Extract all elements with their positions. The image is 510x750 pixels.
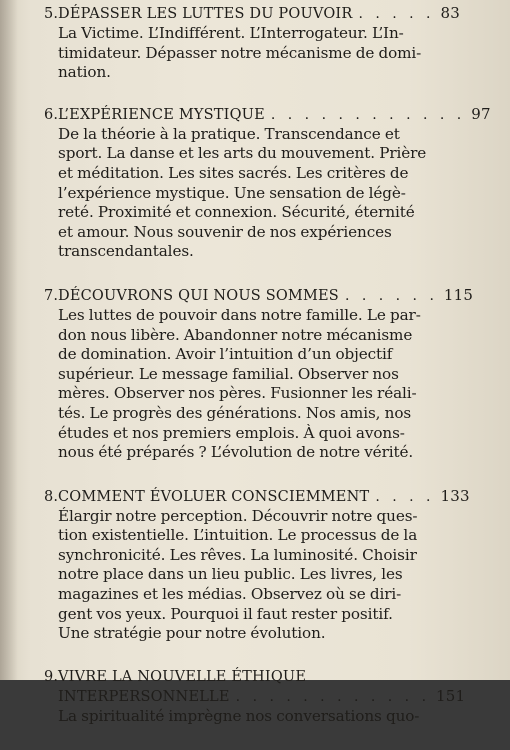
toc-entry-6 xyxy=(44,104,491,262)
summary-line: synchronicité. Les rêves. La luminosité. Choisir xyxy=(58,545,417,564)
chapter-summary xyxy=(58,24,444,83)
summary-line: transcendantales. xyxy=(58,242,194,261)
summary-line: sport. La danse et les arts du mouvement. Prière xyxy=(58,144,427,163)
chapter-title: L’EXPÉRIENCE MYSTIQUE xyxy=(58,106,265,123)
leader-dots: . . . . . . . . . . . . xyxy=(270,106,466,123)
leader-dots: . . . . . . xyxy=(344,287,438,304)
summary-line: tés. Le progrès des générations. Nos amis, nos xyxy=(58,403,412,422)
page-number: 115 xyxy=(443,285,474,304)
toc-entry-heading xyxy=(44,668,444,687)
chapter-summary xyxy=(58,507,444,644)
toc-entry-5 xyxy=(44,4,461,83)
toc-entry-8 xyxy=(44,486,470,644)
leader-dots: . . . . . . . . . . . . xyxy=(235,688,431,705)
summary-line: timidateur. Dépasser notre mécanisme de domi- xyxy=(58,43,422,62)
summary-line: Une stratégie pour notre évolution. xyxy=(58,624,326,643)
summary-line: supérieur. Le message familial. Observer nos xyxy=(58,364,399,383)
page-number: 133 xyxy=(440,486,470,505)
chapter-number: 8. xyxy=(44,488,59,505)
chapter-title: COMMENT ÉVOLUER CONSCIEMMENT xyxy=(58,488,370,505)
summary-line: de domination. Avoir l’intuition d’un objectif xyxy=(58,345,393,364)
summary-line: gent vos yeux. Pourquoi il faut rester positif. xyxy=(58,604,393,623)
toc-entry-heading xyxy=(44,486,470,507)
summary-line: magazines et les médias. Observez où se diri- xyxy=(58,585,402,604)
summary-line: De la théorie à la pratique. Transcendance et xyxy=(58,124,400,143)
toc-entry-heading xyxy=(44,104,491,125)
chapter-summary xyxy=(58,125,444,262)
table-of-contents xyxy=(44,4,491,750)
summary-line: études et nos premiers emplois. À quoi avons- xyxy=(58,423,405,442)
summary-line: nation. xyxy=(58,63,111,82)
toc-entry-9 xyxy=(44,668,466,727)
summary-line: Élargir notre perception. Découvrir notre ques- xyxy=(58,506,418,525)
page-number: 97 xyxy=(471,104,491,123)
chapter-summary xyxy=(58,707,444,727)
summary-line: et amour. Nous souvenir de nos expériences xyxy=(58,222,392,241)
summary-line: tion existentielle. L’intuition. Le processus de la xyxy=(58,526,418,545)
page-number: 83 xyxy=(440,4,461,22)
chapter-number: 5. xyxy=(44,6,59,22)
toc-entry-heading xyxy=(44,285,474,306)
chapter-title: DÉCOUVRONS QUI NOUS SOMMES xyxy=(58,287,339,304)
chapter-title: DÉPASSER LES LUTTES DU POUVOIR xyxy=(58,6,353,22)
leader-dots: . . . . . xyxy=(358,6,435,22)
summary-line: notre place dans un lieu public. Les livres, les xyxy=(58,565,403,584)
summary-line: l’expérience mystique. Une sensation de légè- xyxy=(58,183,406,202)
summary-line: Les luttes de pouvoir dans notre famille. Le par- xyxy=(58,305,421,324)
chapter-title-line2: INTERPERSONNELLE xyxy=(58,688,230,705)
chapter-title: VIVRE LA NOUVELLE ÉTHIQUE xyxy=(58,668,307,685)
toc-entry-heading-continued xyxy=(58,686,466,707)
toc-entry-heading xyxy=(44,4,461,24)
chapter-summary xyxy=(58,306,444,463)
summary-line: nous été préparés ? L’évolution de notre vérité. xyxy=(58,443,414,462)
page-number: 151 xyxy=(436,686,466,705)
leader-dots: . . . . xyxy=(375,488,435,505)
chapter-number: 9. xyxy=(44,668,59,685)
chapter-number: 7. xyxy=(44,287,59,304)
summary-line: et méditation. Les sites sacrés. Les critères de xyxy=(58,163,409,182)
toc-entry-7 xyxy=(44,285,474,463)
chapter-number: 6. xyxy=(44,106,59,123)
summary-line: La Victime. L’Indifférent. L’Interrogateur. L’In- xyxy=(58,24,404,42)
summary-line: La spiritualité imprègne nos conversations quo- xyxy=(58,706,420,725)
summary-line: reté. Proximité et connexion. Sécurité, éternité xyxy=(58,203,415,222)
page-gutter-shadow xyxy=(0,0,18,680)
summary-line: mères. Observer nos pères. Fusionner les réali- xyxy=(58,384,417,403)
summary-line: don nous libère. Abandonner notre mécanisme xyxy=(58,325,413,344)
